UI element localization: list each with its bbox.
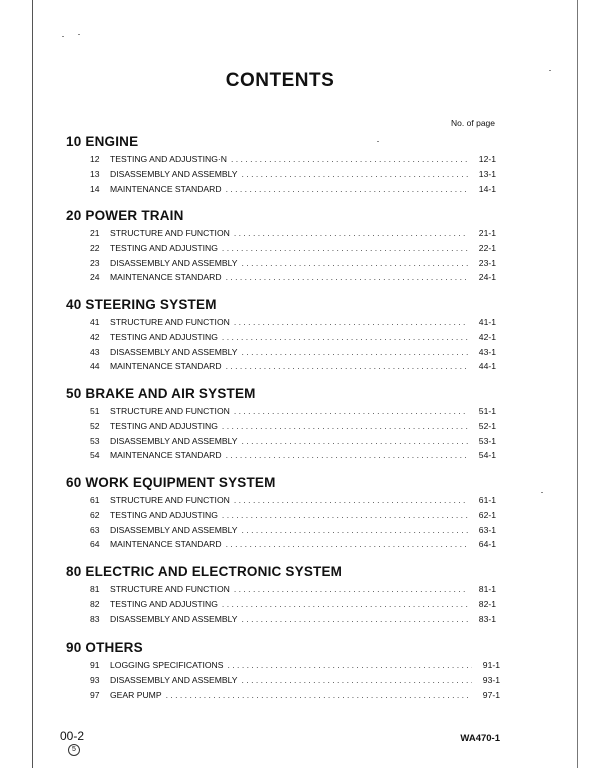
toc-entry[interactable] — [66, 256, 496, 271]
entry-title: STRUCTURE AND FUNCTION — [110, 495, 230, 505]
toc-entry[interactable] — [66, 182, 496, 197]
entry-page-number: 41-1 — [478, 317, 496, 327]
entry-title: TESTING AND ADJUSTING — [110, 420, 218, 431]
entry-number — [66, 182, 110, 197]
entry-number-text: 53 — [90, 435, 100, 446]
toc-entry[interactable] — [66, 315, 496, 330]
dot-leader — [222, 270, 468, 285]
toc-entry[interactable] — [66, 226, 496, 241]
dot-leader — [238, 167, 468, 182]
entry-title: TESTING AND ADJUSTING·N — [110, 154, 227, 164]
dot-leader — [238, 256, 468, 271]
entry-number-text: 44 — [90, 361, 100, 372]
entry-page-number: 12-1 — [478, 154, 496, 164]
dot-leader — [238, 673, 472, 688]
entry-number-text: 91 — [90, 660, 100, 670]
entry-page-number: 52-1 — [478, 420, 496, 431]
entry-number — [66, 404, 110, 419]
entry-number-text: 97 — [90, 689, 100, 700]
page-border-right — [577, 0, 578, 768]
toc-entry[interactable] — [66, 493, 496, 508]
entry-page-number: 23-1 — [478, 257, 496, 268]
entry-title: DISASSEMBLY AND ASSEMBLY — [110, 674, 238, 685]
scan-speck — [549, 70, 551, 71]
toc-entry[interactable] — [66, 582, 496, 597]
scan-speck — [377, 141, 379, 142]
toc-entry[interactable] — [66, 241, 496, 256]
page-border-left — [32, 0, 33, 768]
entry-number-text: 63 — [90, 524, 100, 535]
toc-entry[interactable] — [66, 359, 496, 374]
toc-entry[interactable] — [66, 523, 496, 538]
entry-title: DISASSEMBLY AND ASSEMBLY — [110, 613, 238, 624]
entry-page-number: 62-1 — [478, 509, 496, 520]
toc-section — [66, 206, 496, 285]
entry-number-text: 81 — [90, 584, 100, 594]
entry-page-number: 83-1 — [478, 613, 496, 624]
entry-number-text: 93 — [90, 674, 100, 685]
entry-title: TESTING AND ADJUSTING — [110, 598, 218, 609]
section-title: 40 STEERING SYSTEM — [66, 297, 217, 312]
toc-section — [66, 384, 496, 463]
entry-number-text: 43 — [90, 346, 100, 357]
scan-speck — [541, 492, 543, 493]
entry-number-text: 82 — [90, 598, 100, 609]
page-column-header: No. of page — [451, 118, 495, 128]
dot-leader — [230, 315, 468, 330]
entry-number-text: 21 — [90, 228, 100, 238]
entry-number — [66, 597, 110, 612]
entry-title: MAINTENANCE STANDARD — [110, 539, 222, 550]
entry-page-number: 14-1 — [478, 183, 496, 194]
entry-page-number: 53-1 — [478, 435, 496, 446]
dot-leader — [230, 493, 468, 508]
dot-leader — [238, 345, 468, 360]
dot-leader — [162, 688, 472, 703]
toc-entry[interactable] — [66, 597, 496, 612]
entry-number — [66, 152, 110, 167]
entry-number — [66, 688, 110, 703]
dot-leader — [222, 448, 468, 463]
dot-leader — [227, 152, 468, 167]
entry-page-number: 22-1 — [478, 242, 496, 253]
section-title: 60 WORK EQUIPMENT SYSTEM — [66, 475, 276, 490]
entry-number-text: 12 — [90, 154, 100, 164]
entry-page-number: 43-1 — [478, 346, 496, 357]
entry-number-text: 54 — [90, 450, 100, 461]
entry-number — [66, 493, 110, 508]
footer-page-number: 00-2 — [60, 729, 85, 743]
entry-page-number: 81-1 — [478, 584, 496, 594]
entry-number-text: 64 — [90, 539, 100, 550]
entry-title: TESTING AND ADJUSTING — [110, 242, 218, 253]
entry-number — [66, 256, 110, 271]
entry-number — [66, 226, 110, 241]
toc-entry[interactable] — [66, 434, 496, 449]
entry-page-number: 24-1 — [478, 272, 496, 283]
toc-entry[interactable] — [66, 345, 496, 360]
entry-number — [66, 330, 110, 345]
entry-title: DISASSEMBLY AND ASSEMBLY — [110, 435, 238, 446]
dot-leader — [224, 658, 473, 673]
entry-number-text: 13 — [90, 168, 100, 179]
section-title: 10 ENGINE — [66, 134, 139, 149]
dot-leader — [238, 612, 468, 627]
entry-number-text: 52 — [90, 420, 100, 431]
footer-model: WA470-1 — [460, 733, 500, 744]
section-title: 20 POWER TRAIN — [66, 208, 184, 223]
entry-page-number: 61-1 — [478, 495, 496, 505]
dot-leader — [230, 404, 468, 419]
dot-leader — [238, 523, 468, 538]
toc-section — [66, 473, 496, 552]
dot-leader — [218, 597, 468, 612]
entry-title: TESTING AND ADJUSTING — [110, 331, 218, 342]
dot-leader — [218, 508, 468, 523]
entry-title: MAINTENANCE STANDARD — [110, 450, 222, 461]
section-title: 90 OTHERS — [66, 640, 143, 655]
section-title: 50 BRAKE AND AIR SYSTEM — [66, 386, 256, 401]
toc-entry[interactable] — [66, 419, 496, 434]
entry-page-number: 21-1 — [478, 228, 496, 238]
entry-title: STRUCTURE AND FUNCTION — [110, 317, 230, 327]
dot-leader — [218, 419, 468, 434]
entry-number-text: 23 — [90, 257, 100, 268]
dot-leader — [230, 582, 468, 597]
entry-number-text: 41 — [90, 317, 100, 327]
entry-number-text: 51 — [90, 406, 100, 416]
scan-speck — [62, 36, 64, 37]
page-title: CONTENTS — [225, 70, 335, 91]
scan-speck — [78, 34, 80, 35]
entry-page-number: 91-1 — [482, 660, 500, 670]
entry-number-text: 62 — [90, 509, 100, 520]
toc-entry[interactable] — [66, 673, 500, 688]
entry-title: STRUCTURE AND FUNCTION — [110, 584, 230, 594]
dot-leader — [222, 359, 468, 374]
entry-number — [66, 241, 110, 256]
toc-entry[interactable] — [66, 167, 496, 182]
entry-page-number: 97-1 — [482, 689, 500, 700]
dot-leader — [218, 241, 468, 256]
entry-number-text: 24 — [90, 272, 100, 283]
entry-title: MAINTENANCE STANDARD — [110, 183, 222, 194]
toc-section — [66, 638, 500, 702]
entry-number — [66, 582, 110, 597]
entry-page-number: 64-1 — [478, 539, 496, 550]
dot-leader — [222, 182, 468, 197]
toc-entry[interactable] — [66, 270, 496, 285]
entry-page-number: 63-1 — [478, 524, 496, 535]
entry-number — [66, 673, 110, 688]
entry-title: LOGGING SPECIFICATIONS — [110, 660, 224, 670]
dot-leader — [218, 330, 468, 345]
toc-entry[interactable] — [66, 448, 496, 463]
entry-title: STRUCTURE AND FUNCTION — [110, 406, 230, 416]
entry-number — [66, 658, 110, 673]
entry-number — [66, 359, 110, 374]
dot-leader — [238, 434, 468, 449]
entry-title: MAINTENANCE STANDARD — [110, 361, 222, 372]
entry-number — [66, 448, 110, 463]
entry-title: STRUCTURE AND FUNCTION — [110, 228, 230, 238]
entry-number — [66, 345, 110, 360]
toc-entry[interactable] — [66, 612, 496, 627]
section-title: 80 ELECTRIC AND ELECTRONIC SYSTEM — [66, 564, 343, 579]
dot-leader — [222, 537, 468, 552]
entry-title: DISASSEMBLY AND ASSEMBLY — [110, 346, 238, 357]
entry-number-text: 14 — [90, 183, 100, 194]
entry-number — [66, 612, 110, 627]
toc-entry[interactable] — [66, 537, 496, 552]
entry-title: GEAR PUMP — [110, 689, 162, 700]
entry-number-text: 22 — [90, 242, 100, 253]
entry-number — [66, 270, 110, 285]
toc-section — [66, 562, 496, 626]
toc-entry[interactable] — [66, 404, 496, 419]
entry-page-number: 54-1 — [478, 450, 496, 461]
toc-entry[interactable] — [66, 508, 496, 523]
entry-number-text: 61 — [90, 495, 100, 505]
revision-mark: 5 — [68, 744, 80, 756]
entry-number — [66, 315, 110, 330]
entry-page-number: 42-1 — [478, 331, 496, 342]
entry-page-number: 44-1 — [478, 361, 496, 372]
entry-page-number: 51-1 — [478, 406, 496, 416]
entry-number — [66, 167, 110, 182]
entry-number-text: 42 — [90, 331, 100, 342]
entry-number-text: 83 — [90, 613, 100, 624]
entry-number — [66, 523, 110, 538]
toc-entry[interactable] — [66, 658, 500, 673]
entry-page-number: 82-1 — [478, 598, 496, 609]
toc-section — [66, 132, 496, 196]
entry-number — [66, 419, 110, 434]
entry-title: MAINTENANCE STANDARD — [110, 272, 222, 283]
entry-number — [66, 537, 110, 552]
toc-entry[interactable] — [66, 688, 500, 703]
entry-page-number: 13-1 — [478, 168, 496, 179]
toc-section — [66, 295, 496, 374]
entry-title: TESTING AND ADJUSTING — [110, 509, 218, 520]
toc-entry[interactable] — [66, 330, 496, 345]
toc-entry[interactable] — [66, 152, 496, 167]
entry-number — [66, 434, 110, 449]
entry-title: DISASSEMBLY AND ASSEMBLY — [110, 257, 238, 268]
entry-title: DISASSEMBLY AND ASSEMBLY — [110, 524, 238, 535]
entry-number — [66, 508, 110, 523]
dot-leader — [230, 226, 468, 241]
entry-title: DISASSEMBLY AND ASSEMBLY — [110, 168, 238, 179]
entry-page-number: 93-1 — [482, 674, 500, 685]
